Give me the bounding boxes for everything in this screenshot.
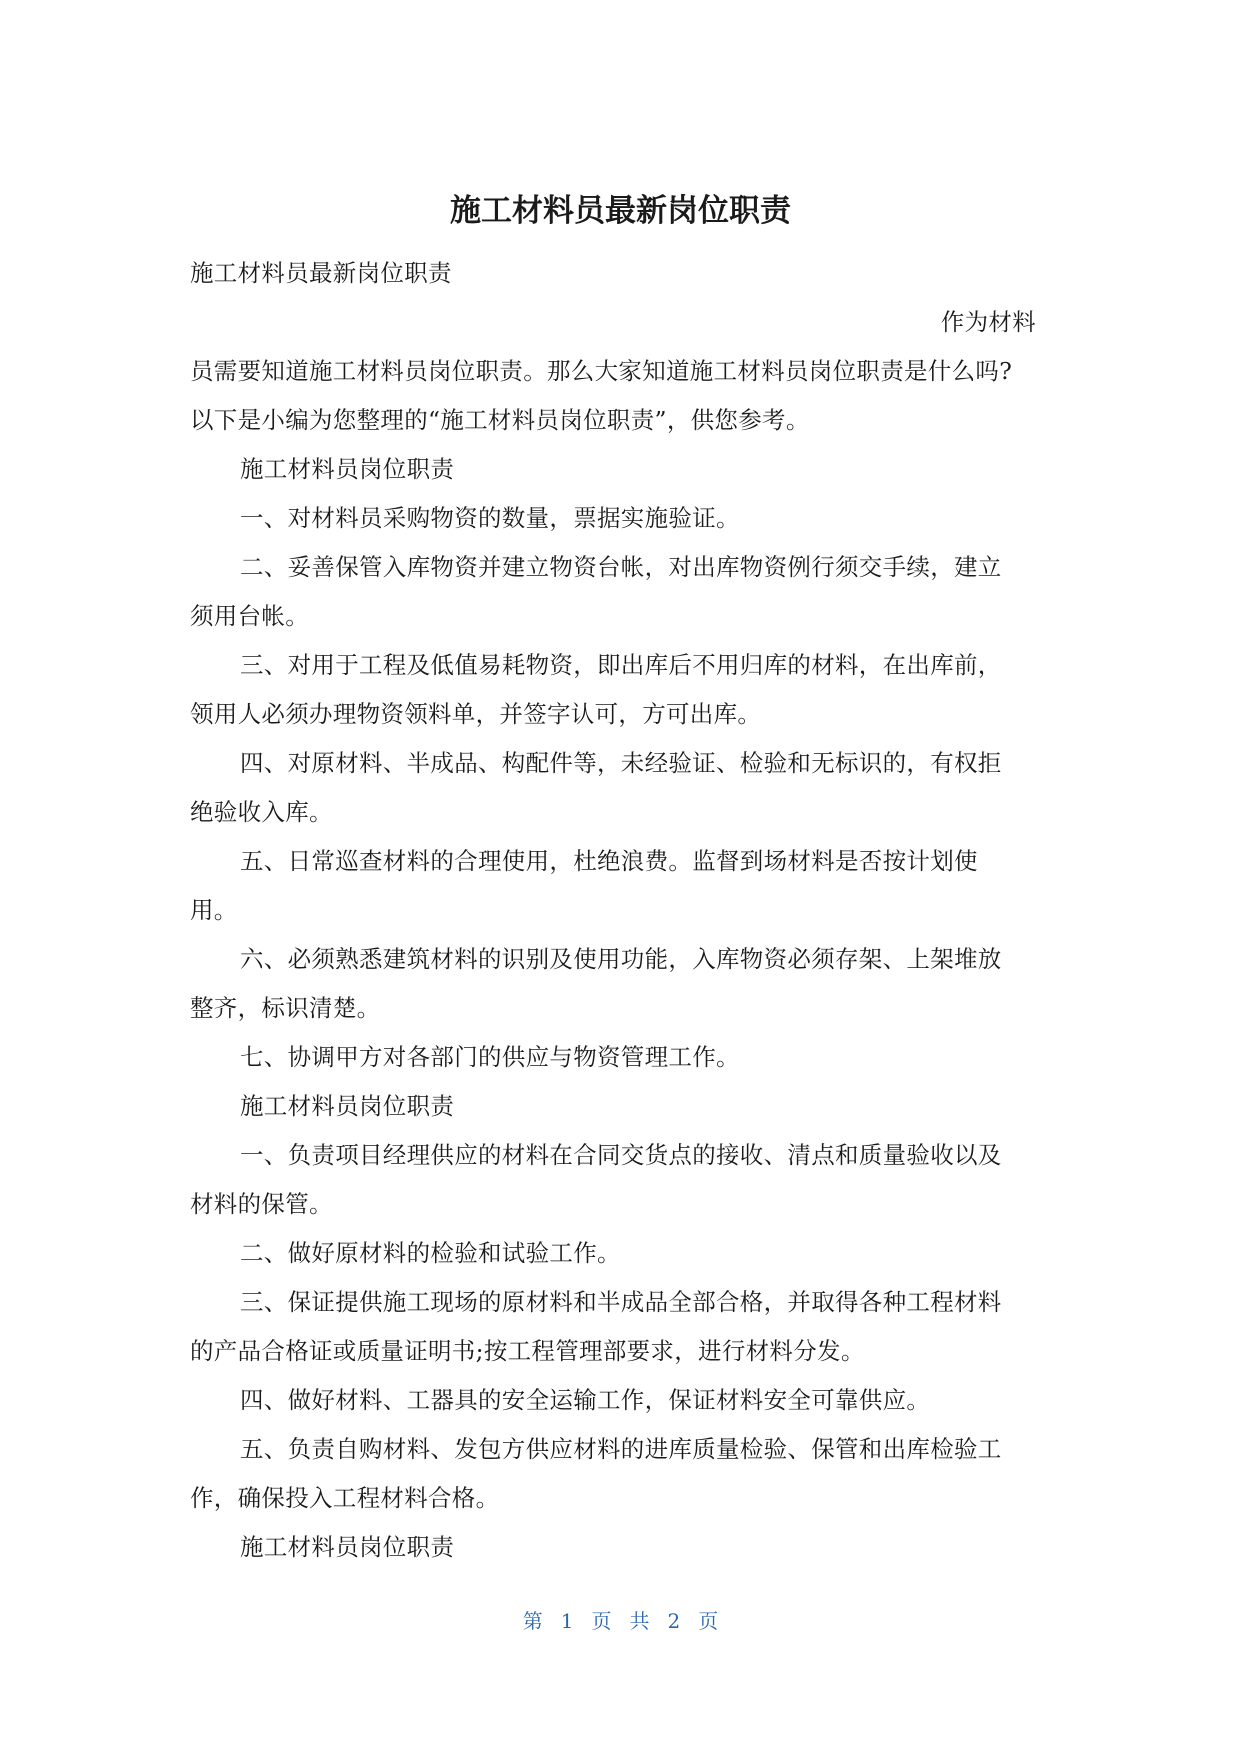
section-heading: 施工材料员岗位职责 bbox=[240, 455, 455, 483]
text-line: 二、做好原材料的检验和试验工作。 bbox=[240, 1239, 621, 1267]
text-line: 材料的保管。 bbox=[190, 1190, 333, 1218]
text-line: 四、做好材料、工器具的安全运输工作，保证材料安全可靠供应。 bbox=[240, 1386, 931, 1414]
section-heading: 施工材料员岗位职责 bbox=[240, 1092, 455, 1120]
text-line: 四、对原材料、半成品、构配件等，未经验证、检验和无标识的，有权拒 bbox=[240, 749, 1002, 777]
text-line: 的产品合格证或质量证明书;按工程管理部要求，进行材料分发。 bbox=[190, 1337, 865, 1365]
text-line: 一、负责项目经理供应的材料在合同交货点的接收、清点和质量验收以及 bbox=[240, 1141, 1002, 1169]
text-line: 领用人必须办理物资领料单，并签字认可，方可出库。 bbox=[190, 700, 762, 728]
text-line: 须用台帐。 bbox=[190, 602, 309, 630]
text-line: 一、对材料员采购物资的数量，票据实施验证。 bbox=[240, 504, 740, 532]
text-line: 七、协调甲方对各部门的供应与物资管理工作。 bbox=[240, 1043, 740, 1071]
footer-label-di: 第 bbox=[522, 1609, 543, 1633]
section-heading: 施工材料员岗位职责 bbox=[240, 1533, 455, 1561]
text-line: 绝验收入库。 bbox=[190, 798, 333, 826]
text-line: 以下是小编为您整理的“施工材料员岗位职责”，供您参考。 bbox=[190, 406, 810, 434]
text-line: 员需要知道施工材料员岗位职责。那么大家知道施工材料员岗位职责是什么吗? bbox=[190, 357, 1013, 385]
text-line: 作为材料 bbox=[940, 308, 1036, 336]
text-line: 六、必须熟悉建筑材料的识别及使用功能，入库物资必须存架、上架堆放 bbox=[240, 945, 1002, 973]
text-line: 用。 bbox=[190, 896, 238, 924]
page-footer bbox=[0, 1606, 1241, 1636]
footer-label-ye: 页 bbox=[591, 1609, 612, 1633]
footer-label-ye2: 页 bbox=[698, 1609, 719, 1633]
footer-total-pages: 2 bbox=[667, 1609, 681, 1633]
text-line: 二、妥善保管入库物资并建立物资台帐，对出库物资例行须交手续，建立 bbox=[240, 553, 1002, 581]
text-line: 整齐，标识清楚。 bbox=[190, 994, 381, 1022]
text-line: 三、对用于工程及低值易耗物资，即出库后不用归库的材料，在出库前， bbox=[240, 651, 1002, 679]
text-line: 五、负责自购材料、发包方供应材料的进库质量检验、保管和出库检验工 bbox=[240, 1435, 1002, 1463]
footer-page-number: 1 bbox=[560, 1609, 574, 1633]
text-line: 作，确保投入工程材料合格。 bbox=[190, 1484, 500, 1512]
document-title: 施工材料员最新岗位职责 bbox=[450, 193, 791, 229]
text-line: 五、日常巡查材料的合理使用，杜绝浪费。监督到场材料是否按计划使 bbox=[240, 847, 978, 875]
text-line: 三、保证提供施工现场的原材料和半成品全部合格，并取得各种工程材料 bbox=[240, 1288, 1002, 1316]
footer-label-gong: 共 bbox=[629, 1609, 650, 1633]
text-line: 施工材料员最新岗位职责 bbox=[190, 259, 452, 287]
